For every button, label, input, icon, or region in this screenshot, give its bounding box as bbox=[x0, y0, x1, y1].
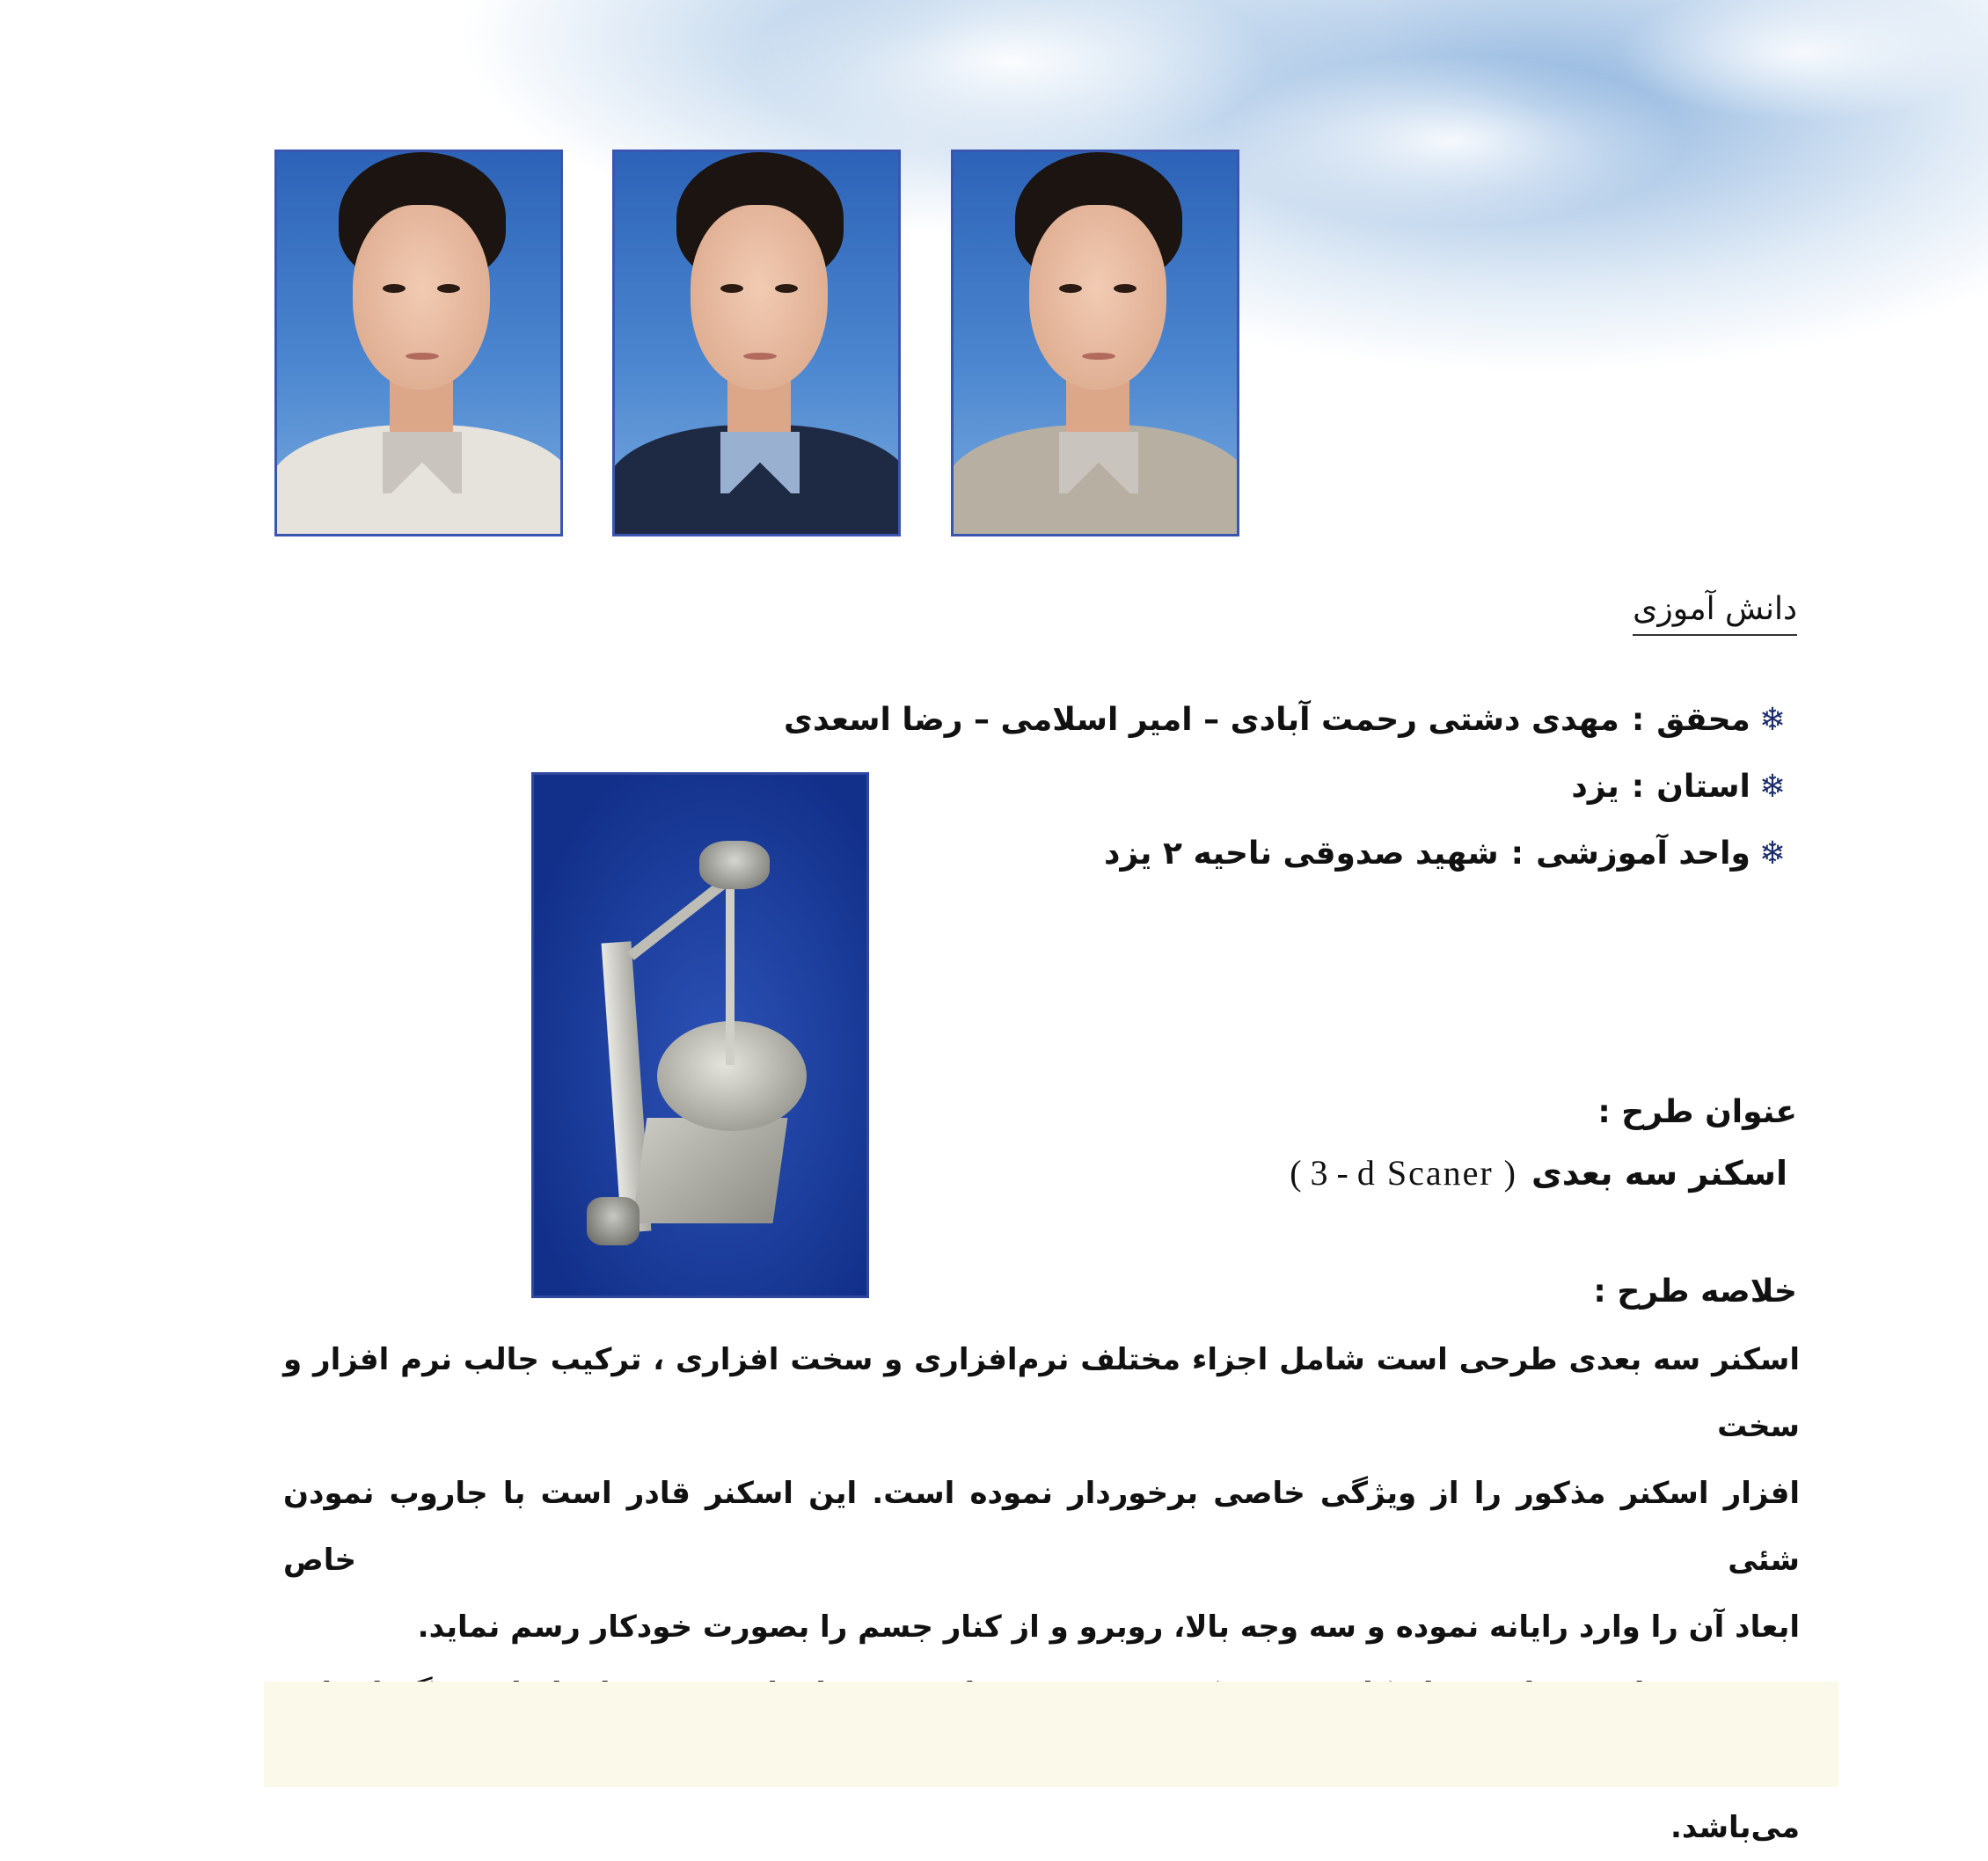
province-line bbox=[1571, 769, 1786, 805]
researcher-value: مهدی دشتی رحمت آبادی – امیر اسلامی – رضا اسعدی bbox=[784, 702, 1619, 738]
student-portrait-2 bbox=[612, 150, 901, 536]
snowflake-icon: ❄ bbox=[1758, 836, 1786, 872]
project-title-label: عنوان طرح : bbox=[1597, 1094, 1797, 1130]
student-portrait-1 bbox=[274, 150, 563, 536]
province-value: یزد bbox=[1571, 769, 1619, 805]
separator: : bbox=[1631, 769, 1645, 805]
summary-line: ابعاد آن را وارد رایانه نموده و سه وجه بالا، روبرو و از کنار جسم را بصورت خودکار رسم نماید. bbox=[417, 1609, 1800, 1645]
province-label: استان bbox=[1656, 769, 1750, 805]
student-portrait-3 bbox=[951, 150, 1239, 536]
separator: : bbox=[1631, 702, 1645, 738]
unit-line bbox=[1104, 836, 1786, 872]
separator: : bbox=[1510, 836, 1524, 872]
footer-band bbox=[264, 1682, 1838, 1787]
unit-value: شهید صدوقی ناحیه ۲ یزد bbox=[1104, 836, 1499, 872]
category-heading: دانش آموزی bbox=[1633, 591, 1797, 636]
summary-line: می‌باشد. bbox=[1670, 1810, 1800, 1845]
researcher-line bbox=[784, 702, 1786, 738]
researcher-label: محقق bbox=[1656, 702, 1750, 738]
project-title-fa: اسکنر سه بعدی bbox=[1531, 1154, 1787, 1193]
summary-line: اسکنر سه بعدی طرحی است شامل اجزاء مختلف نرم‌افزاری و سخت افزاری ، ترکیب جالب نرم افزار و سخت bbox=[283, 1342, 1800, 1444]
project-title-en: ( 3 - d Scaner ) bbox=[1290, 1153, 1516, 1193]
unit-label: واحد آموزشی bbox=[1536, 836, 1750, 872]
summary-label: خلاصه طرح : bbox=[1593, 1274, 1797, 1310]
snowflake-icon: ❄ bbox=[1758, 769, 1786, 805]
scanner-device-photo bbox=[531, 772, 869, 1298]
project-title-value bbox=[1290, 1152, 1787, 1193]
snowflake-icon: ❄ bbox=[1758, 702, 1786, 738]
summary-line: افزار اسکنر مذکور را از ویژگی خاصی برخوردار نموده است. این اسکنر قادر است با جاروب نمودن شئی خاص bbox=[283, 1476, 1800, 1578]
